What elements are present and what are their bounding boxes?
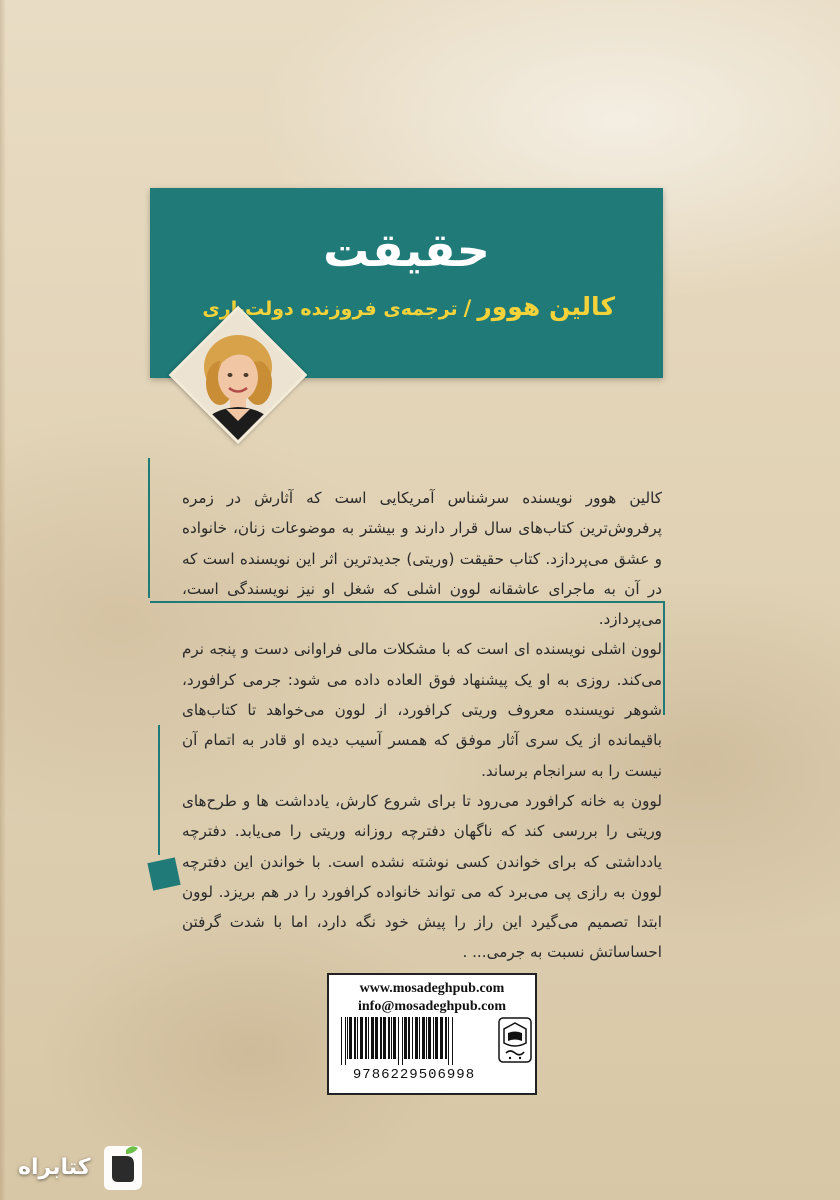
ketabrah-watermark <box>12 1142 144 1194</box>
mosadegh-publisher-logo-icon <box>498 1017 532 1063</box>
isbn-barcode <box>339 1017 494 1065</box>
author-name: کالین هوور <box>477 292 615 321</box>
author-portrait-diamond <box>169 306 308 445</box>
decorative-rule <box>663 601 665 715</box>
book-summary <box>182 483 662 968</box>
spine-shadow <box>0 0 6 1200</box>
ketabrah-logo-icon <box>96 1142 144 1194</box>
publisher-email: info@mosadeghpub.com <box>358 999 506 1014</box>
ketabrah-label: کتابراه <box>18 1155 91 1180</box>
translator-credit: ترجمه‌ی فروزنده دولت‌یاری <box>202 298 458 320</box>
decorative-rule <box>148 458 150 598</box>
book-title: حقیقت <box>323 223 490 277</box>
summary-paragraph: لوون به خانه کرافورد می‌رود تا برای شروع کارش، یادداشت ها و طرح‌های وریتی را بررسی کند که ناگهان دفترچه روزانه وریتی را می‌یابد. دفترچه یادداشتی که برای خواندن کسی نوشته نشده است. با خواندن این دفترچه لوون به رازی پی می‌برد که می تواند خانواده کرافورد را در هم بریزد. لوون ابتدا تصمیم می‌گیرد این راز را پیش خود نگه دارد، اما با شدت گرفتن احساساتش نسبت به جرمی... . <box>182 791 662 962</box>
decorative-rule <box>158 725 160 855</box>
isbn-digits: 9786229506998 <box>352 1067 476 1083</box>
summary-paragraph: لوون اشلی نویسنده ای است که با مشکلات مالی فراوانی دست و پنجه نرم می‌کند. روزی به او یک پیشنهاد فوق العاده داده می شود: جرمی کرافورد، شوهر نویسنده معروف وریتی کرافورد، از لوون می‌خواهد تا کتاب‌های باقیمانده از یک سری آثار موفق که همسر آسیب دیده او قادر به اتمام آن نیست را به سرانجام برساند. <box>182 640 662 780</box>
author-portrait <box>170 307 300 437</box>
summary-paragraph: کالین هوور نویسنده سرشناس آمریکایی است که آثارش در زمره پرفروش‌ترین کتاب‌های سال قرار دارند و بیشتر به موضوعات زنان، خانواده و عشق می‌پردازد. کتاب حقیقت (وریتی) جدیدترین اثر این نویسنده است که در آن به ماجرای عاشقانه لوون اشلی که شغل او نیز نویسندگی است، می‌پردازد. <box>182 489 662 629</box>
byline-separator: / <box>463 296 472 320</box>
publisher-website: www.mosadeghpub.com <box>359 981 505 996</box>
author-portrait-image <box>172 309 304 441</box>
decorative-square <box>147 857 180 890</box>
publisher-info-box <box>327 973 537 1095</box>
